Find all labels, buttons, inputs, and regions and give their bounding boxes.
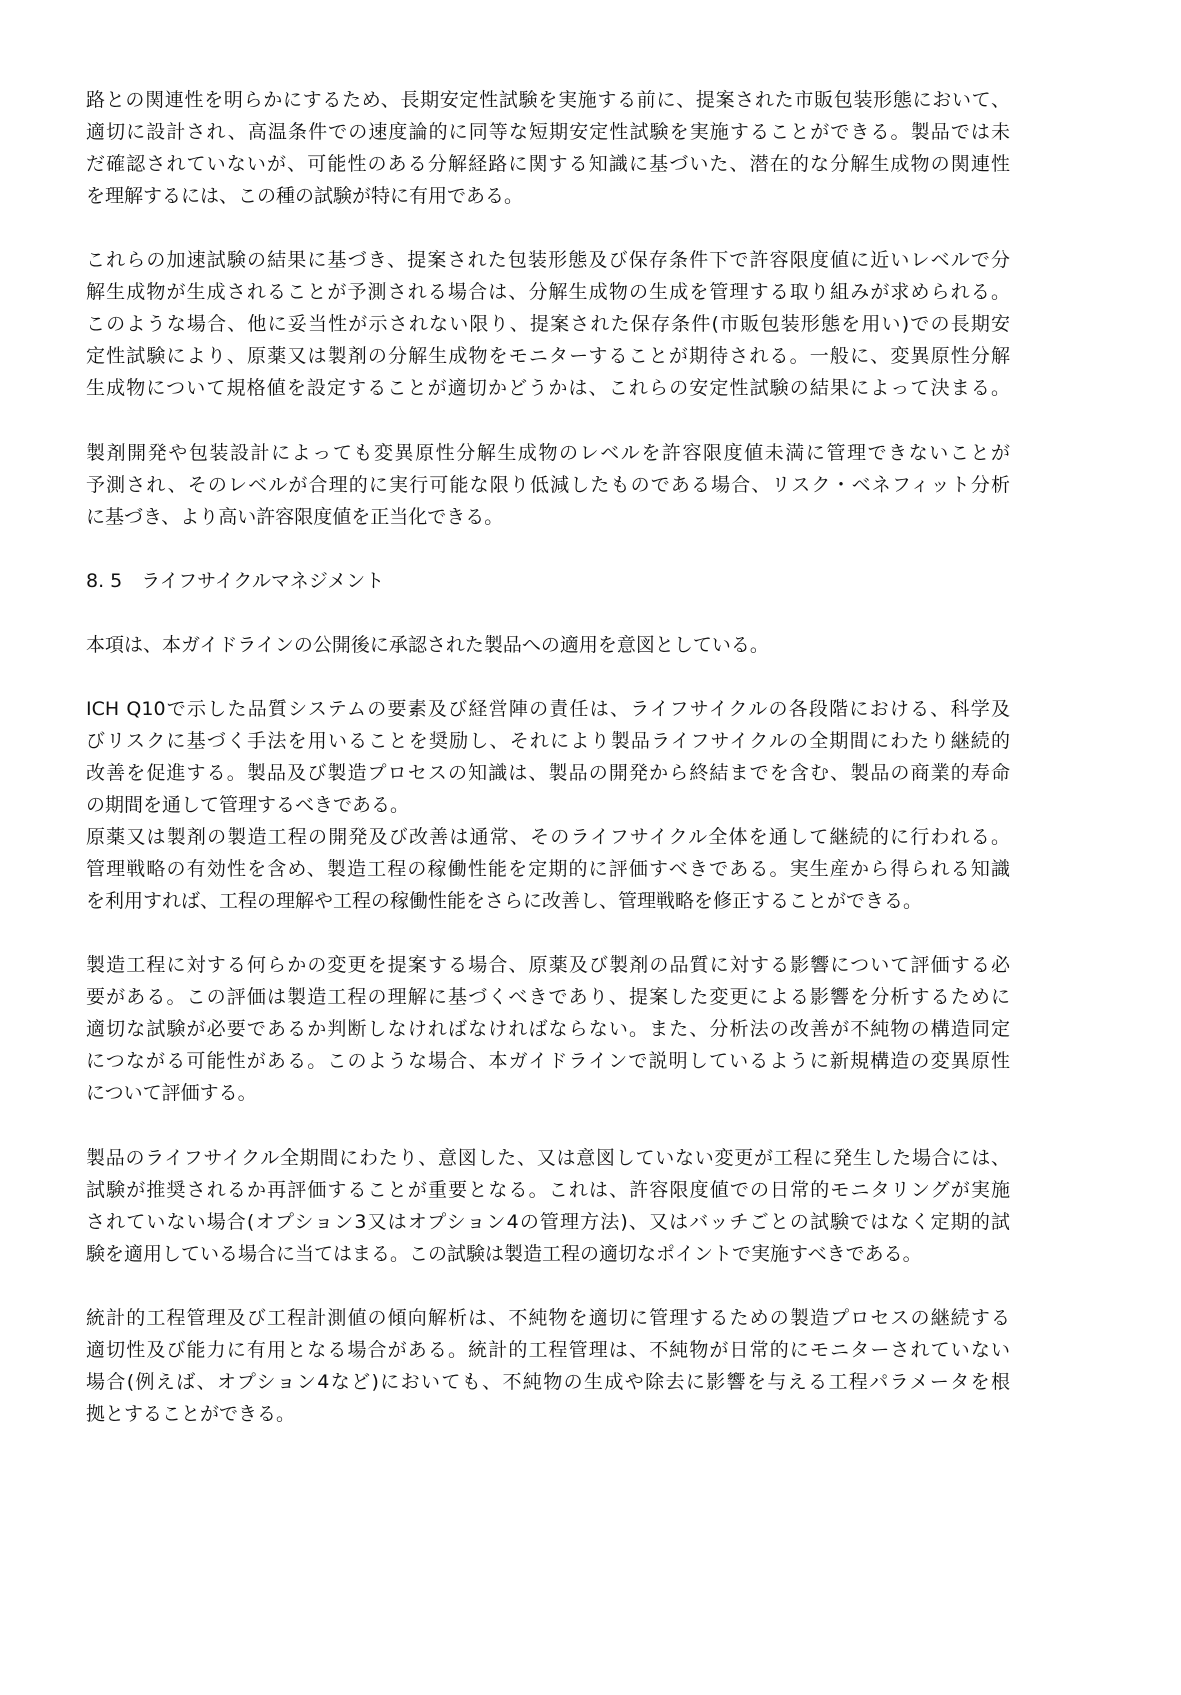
text-line: に基づき、より高い許容限度値を正当化できる。 <box>86 505 504 528</box>
text-line: 管理戦略の有効性を含め、製造工程の稼働性能を定期的に評価すべきである。実生産から得られる知識 <box>86 858 1010 881</box>
text-line: これらの加速試験の結果に基づき、提案された包装形態及び保存条件下で許容限度値に近いレベルで分 <box>86 249 1010 272</box>
text-line: の期間を通して管理するべきである。 <box>86 794 410 817</box>
paragraph-accelerated-results <box>86 244 1010 404</box>
paragraph-process-changes <box>86 949 1010 1109</box>
text-line: このような場合、他に妥当性が示されない限り、提案された保存条件(市販包装形態を用い)での長期安 <box>86 313 1010 336</box>
text-line: だ確認されていないが、可能性のある分解経路に関する知識に基づいた、潜在的な分解生成物の関連性 <box>86 153 1010 176</box>
paragraph-statistical-process-control <box>86 1302 1010 1430</box>
paragraph-scope <box>86 629 1010 661</box>
text-line: 予測され、そのレベルが合理的に実行可能な限り低減したものである場合、リスク・ベネフィット分析 <box>86 473 1010 496</box>
text-line: 拠とすることができる。 <box>86 1402 296 1425</box>
text-line: 適切性及び能力に有用となる場合がある。統計的工程管理は、不純物が日常的にモニターされていない <box>86 1338 1010 1361</box>
text-line: 製剤開発や包装設計によっても変異原性分解生成物のレベルを許容限度値未満に管理できないことが <box>86 441 1010 464</box>
text-line: 統計的工程管理及び工程計測値の傾向解析は、不純物を適切に管理するための製造プロセスの継続する <box>86 1306 1010 1329</box>
text-line: につながる可能性がある。このような場合、本ガイドラインで説明しているように新規構造の変異原性 <box>86 1050 1010 1073</box>
text-line: を利用すれば、工程の理解や工程の稼働性能をさらに改善し、管理戦略を修正することができる。 <box>86 890 923 913</box>
text-line: を理解するには、この種の試験が特に有用である。 <box>86 185 524 208</box>
paragraph-accelerated-tests-intro <box>86 84 1010 212</box>
text-line: について評価する。 <box>86 1082 257 1105</box>
text-line: 路との関連性を明らかにするため、長期安定性試験を実施する前に、提案された市販包装形態において、 <box>86 89 1010 111</box>
text-line: 製造工程に対する何らかの変更を提案する場合、原薬及び製剤の品質に対する影響について評価する必 <box>86 954 1010 977</box>
text-line: 解生成物が生成されることが予測される場合は、分解生成物の生成を管理する取り組みが求められる。 <box>86 281 1010 304</box>
text-line: 場合(例えば、オプション4など)においても、不純物の生成や除去に影響を与える工程パラメータを根 <box>86 1370 1010 1393</box>
text-line: 適切に設計され、高温条件での速度論的に同等な短期安定性試験を実施することができる。製品では未 <box>86 121 1010 144</box>
section-heading: 8. 5 ライフサイクルマネジメント <box>86 569 385 592</box>
text-line: 験を適用している場合に当てはまる。この試験は製造工程の適切なポイントで実施すべきである。 <box>86 1242 922 1265</box>
text-line: 生成物について規格値を設定することが適切かどうかは、これらの安定性試験の結果によって決まる。 <box>86 377 1010 400</box>
paragraph-ich-q10 <box>86 693 1010 821</box>
text-line: 定性試験により、原薬又は製剤の分解生成物をモニターすることが期待される。一般に、変異原性分解 <box>86 345 1010 368</box>
paragraph-lifecycle-retesting <box>86 1142 1010 1270</box>
text-line: びリスクに基づく手法を用いることを奨励し、それにより製品ライフサイクルの全期間にわたり継続的 <box>86 729 1010 752</box>
text-line: 試験が推奨されるか再評価することが重要となる。これは、許容限度値での日常的モニタリングが実施 <box>86 1178 1010 1201</box>
text-line: 本項は、本ガイドラインの公開後に承認された製品への適用を意図としている。 <box>86 633 769 656</box>
text-line: ICH Q10で示した品質システムの要素及び経営陣の責任は、ライフサイクルの各段階における、科学及 <box>86 697 1010 720</box>
text-line: されていない場合(オプション3又はオプション4の管理方法)、又はバッチごとの試験ではなく定期的試 <box>86 1210 1010 1233</box>
text-line: 製品のライフサイクル全期間にわたり、意図した、又は意図していない変更が工程に発生した場合には、 <box>86 1146 1010 1169</box>
text-line: 適切な試験が必要であるか判断しなければなければならない。また、分析法の改善が不純物の構造同定 <box>86 1018 1010 1041</box>
text-line: 原薬又は製剤の製造工程の開発及び改善は通常、そのライフサイクル全体を通して継続的に行われる。 <box>86 826 1010 849</box>
document-page <box>86 84 1010 1430</box>
paragraph-higher-limits <box>86 437 1010 533</box>
text-line: 改善を促進する。製品及び製造プロセスの知識は、製品の開発から終結までを含む、製品の商業的寿命 <box>86 761 1010 784</box>
text-line: 要がある。この評価は製造工程の理解に基づくべきであり、提案した変更による影響を分析するために <box>86 986 1010 1009</box>
paragraph-process-improvement <box>86 821 1010 917</box>
